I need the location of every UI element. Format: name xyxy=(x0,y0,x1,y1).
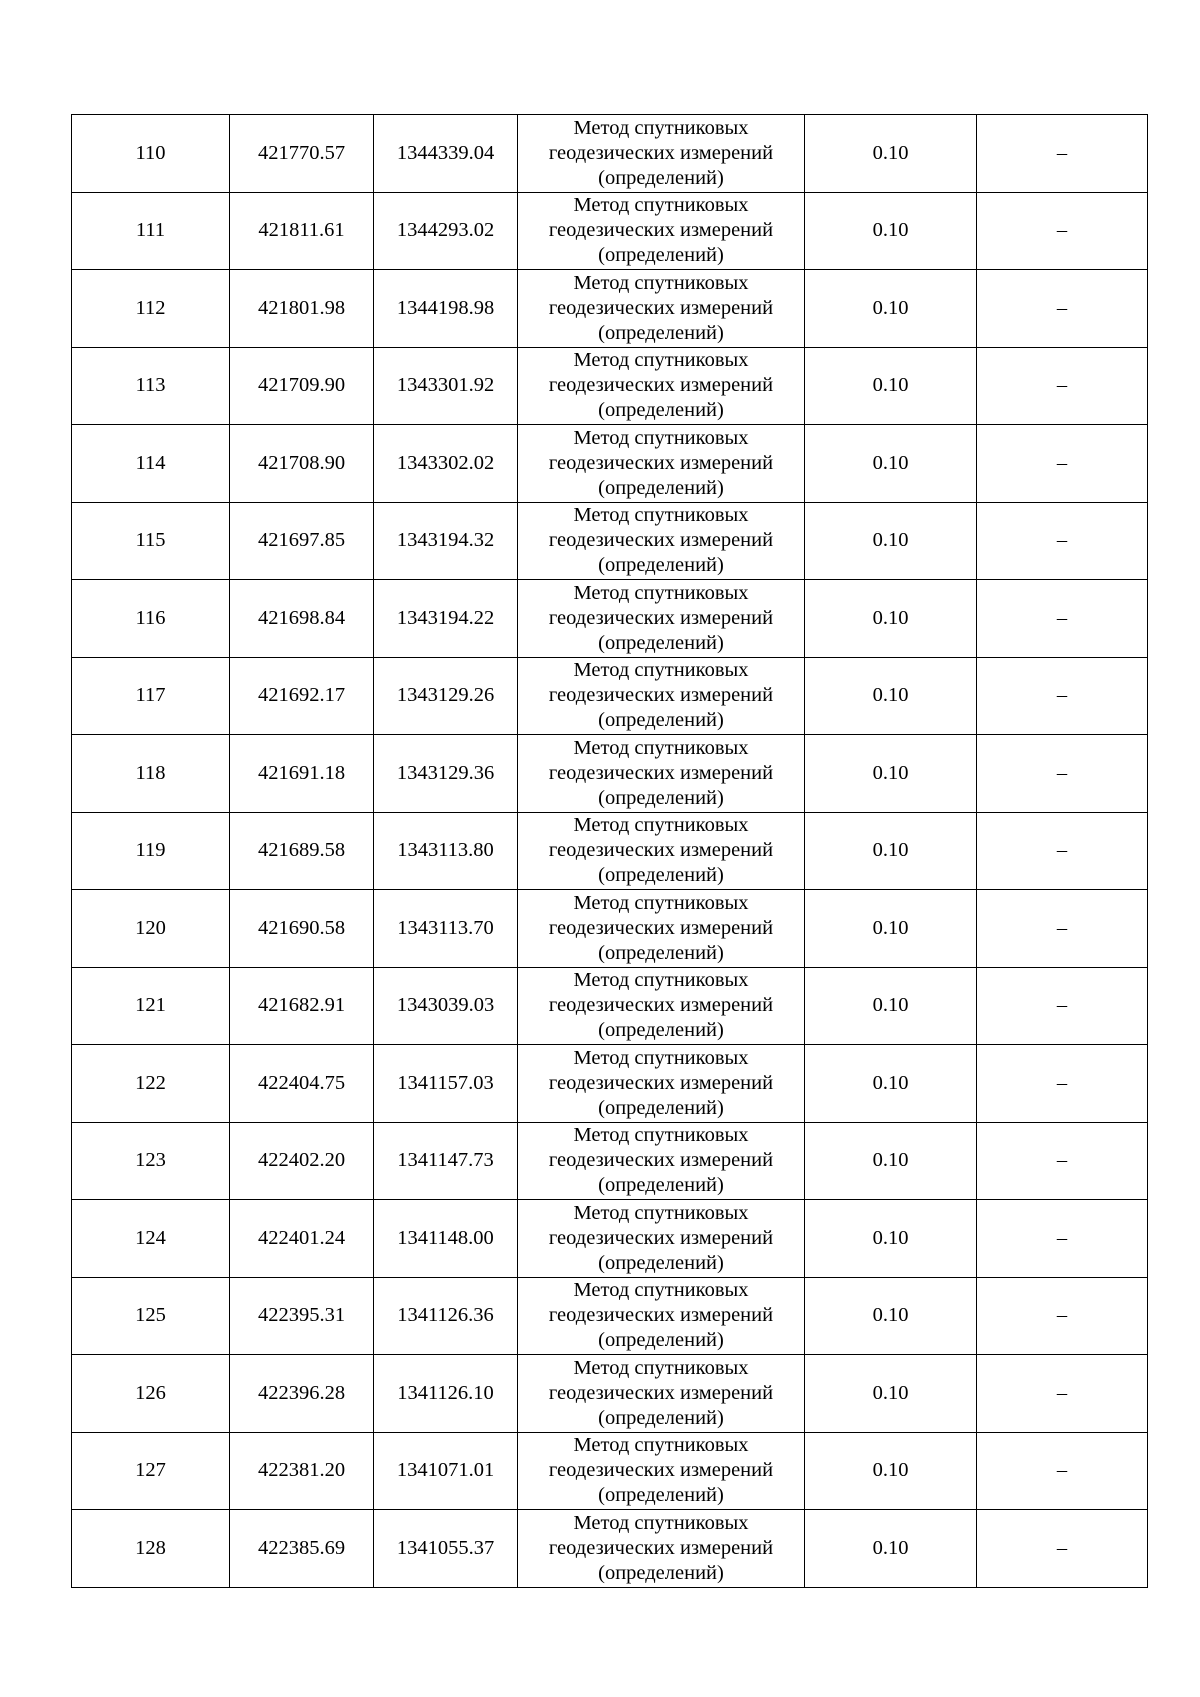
point-number-cell: 112 xyxy=(72,270,230,348)
accuracy-cell: 0.10 xyxy=(805,812,977,890)
x-coordinate-cell: 421689.58 xyxy=(230,812,374,890)
x-coordinate-cell: 422385.69 xyxy=(230,1510,374,1588)
y-coordinate-cell: 1343113.80 xyxy=(374,812,518,890)
table-row xyxy=(72,580,1148,658)
accuracy-cell: 0.10 xyxy=(805,347,977,425)
x-coordinate-cell: 421770.57 xyxy=(230,115,374,193)
table-row xyxy=(72,1277,1148,1355)
point-number-cell: 111 xyxy=(72,192,230,270)
y-coordinate-cell: 1341126.10 xyxy=(374,1355,518,1433)
accuracy-cell: 0.10 xyxy=(805,192,977,270)
y-coordinate-cell: 1343301.92 xyxy=(374,347,518,425)
accuracy-cell: 0.10 xyxy=(805,425,977,503)
table-row xyxy=(72,1510,1148,1588)
y-coordinate-cell: 1341071.01 xyxy=(374,1432,518,1510)
table-row xyxy=(72,1122,1148,1200)
y-coordinate-cell: 1341148.00 xyxy=(374,1200,518,1278)
y-coordinate-cell: 1341126.36 xyxy=(374,1277,518,1355)
accuracy-cell: 0.10 xyxy=(805,967,977,1045)
table-row xyxy=(72,657,1148,735)
y-coordinate-cell: 1344293.02 xyxy=(374,192,518,270)
y-coordinate-cell: 1343129.26 xyxy=(374,657,518,735)
note-cell: – xyxy=(977,347,1148,425)
table-row xyxy=(72,425,1148,503)
method-cell: Метод спутниковых геодезических измерений (определений) xyxy=(518,347,805,425)
note-cell: – xyxy=(977,580,1148,658)
x-coordinate-cell: 421697.85 xyxy=(230,502,374,580)
point-number-cell: 128 xyxy=(72,1510,230,1588)
point-number-cell: 114 xyxy=(72,425,230,503)
note-cell: – xyxy=(977,1432,1148,1510)
accuracy-cell: 0.10 xyxy=(805,580,977,658)
y-coordinate-cell: 1341157.03 xyxy=(374,1045,518,1123)
x-coordinate-cell: 421811.61 xyxy=(230,192,374,270)
point-number-cell: 126 xyxy=(72,1355,230,1433)
note-cell: – xyxy=(977,1122,1148,1200)
table-row xyxy=(72,347,1148,425)
note-cell: – xyxy=(977,425,1148,503)
accuracy-cell: 0.10 xyxy=(805,1200,977,1278)
accuracy-cell: 0.10 xyxy=(805,1277,977,1355)
note-cell: – xyxy=(977,890,1148,968)
point-number-cell: 117 xyxy=(72,657,230,735)
point-number-cell: 116 xyxy=(72,580,230,658)
x-coordinate-cell: 422404.75 xyxy=(230,1045,374,1123)
y-coordinate-cell: 1343194.22 xyxy=(374,580,518,658)
x-coordinate-cell: 421682.91 xyxy=(230,967,374,1045)
table-row xyxy=(72,502,1148,580)
y-coordinate-cell: 1344198.98 xyxy=(374,270,518,348)
point-number-cell: 125 xyxy=(72,1277,230,1355)
method-cell: Метод спутниковых геодезических измерений (определений) xyxy=(518,1122,805,1200)
method-cell: Метод спутниковых геодезических измерений (определений) xyxy=(518,192,805,270)
x-coordinate-cell: 422381.20 xyxy=(230,1432,374,1510)
point-number-cell: 110 xyxy=(72,115,230,193)
y-coordinate-cell: 1343129.36 xyxy=(374,735,518,813)
accuracy-cell: 0.10 xyxy=(805,735,977,813)
x-coordinate-cell: 422401.24 xyxy=(230,1200,374,1278)
method-cell: Метод спутниковых геодезических измерений (определений) xyxy=(518,425,805,503)
table-row xyxy=(72,890,1148,968)
point-number-cell: 118 xyxy=(72,735,230,813)
table-row xyxy=(72,1432,1148,1510)
accuracy-cell: 0.10 xyxy=(805,1045,977,1123)
note-cell: – xyxy=(977,1200,1148,1278)
method-cell: Метод спутниковых геодезических измерений (определений) xyxy=(518,270,805,348)
accuracy-cell: 0.10 xyxy=(805,890,977,968)
accuracy-cell: 0.10 xyxy=(805,657,977,735)
coordinates-table xyxy=(71,114,1148,1588)
method-cell: Метод спутниковых геодезических измерений (определений) xyxy=(518,1355,805,1433)
accuracy-cell: 0.10 xyxy=(805,270,977,348)
note-cell: – xyxy=(977,115,1148,193)
method-cell: Метод спутниковых геодезических измерений (определений) xyxy=(518,1200,805,1278)
note-cell: – xyxy=(977,1355,1148,1433)
note-cell: – xyxy=(977,735,1148,813)
point-number-cell: 113 xyxy=(72,347,230,425)
table-row xyxy=(72,735,1148,813)
point-number-cell: 122 xyxy=(72,1045,230,1123)
point-number-cell: 121 xyxy=(72,967,230,1045)
method-cell: Метод спутниковых геодезических измерений (определений) xyxy=(518,1510,805,1588)
note-cell: – xyxy=(977,1045,1148,1123)
note-cell: – xyxy=(977,502,1148,580)
table-row xyxy=(72,115,1148,193)
method-cell: Метод спутниковых геодезических измерений (определений) xyxy=(518,115,805,193)
x-coordinate-cell: 422396.28 xyxy=(230,1355,374,1433)
method-cell: Метод спутниковых геодезических измерений (определений) xyxy=(518,890,805,968)
table-row xyxy=(72,1045,1148,1123)
note-cell: – xyxy=(977,967,1148,1045)
y-coordinate-cell: 1343039.03 xyxy=(374,967,518,1045)
point-number-cell: 120 xyxy=(72,890,230,968)
x-coordinate-cell: 422395.31 xyxy=(230,1277,374,1355)
point-number-cell: 123 xyxy=(72,1122,230,1200)
y-coordinate-cell: 1341055.37 xyxy=(374,1510,518,1588)
accuracy-cell: 0.10 xyxy=(805,1510,977,1588)
table-row xyxy=(72,192,1148,270)
note-cell: – xyxy=(977,812,1148,890)
accuracy-cell: 0.10 xyxy=(805,502,977,580)
table-row xyxy=(72,1200,1148,1278)
point-number-cell: 127 xyxy=(72,1432,230,1510)
method-cell: Метод спутниковых геодезических измерений (определений) xyxy=(518,967,805,1045)
point-number-cell: 119 xyxy=(72,812,230,890)
x-coordinate-cell: 421698.84 xyxy=(230,580,374,658)
method-cell: Метод спутниковых геодезических измерений (определений) xyxy=(518,1432,805,1510)
x-coordinate-cell: 421690.58 xyxy=(230,890,374,968)
y-coordinate-cell: 1343194.32 xyxy=(374,502,518,580)
method-cell: Метод спутниковых геодезических измерений (определений) xyxy=(518,1277,805,1355)
x-coordinate-cell: 421709.90 xyxy=(230,347,374,425)
method-cell: Метод спутниковых геодезических измерений (определений) xyxy=(518,735,805,813)
y-coordinate-cell: 1341147.73 xyxy=(374,1122,518,1200)
point-number-cell: 115 xyxy=(72,502,230,580)
method-cell: Метод спутниковых геодезических измерений (определений) xyxy=(518,1045,805,1123)
table-row xyxy=(72,270,1148,348)
method-cell: Метод спутниковых геодезических измерений (определений) xyxy=(518,580,805,658)
coordinates-table-body xyxy=(72,115,1148,1588)
note-cell: – xyxy=(977,192,1148,270)
method-cell: Метод спутниковых геодезических измерений (определений) xyxy=(518,657,805,735)
table-row xyxy=(72,1355,1148,1433)
note-cell: – xyxy=(977,270,1148,348)
note-cell: – xyxy=(977,657,1148,735)
x-coordinate-cell: 421801.98 xyxy=(230,270,374,348)
table-row xyxy=(72,967,1148,1045)
point-number-cell: 124 xyxy=(72,1200,230,1278)
accuracy-cell: 0.10 xyxy=(805,1122,977,1200)
x-coordinate-cell: 421692.17 xyxy=(230,657,374,735)
accuracy-cell: 0.10 xyxy=(805,1432,977,1510)
x-coordinate-cell: 421708.90 xyxy=(230,425,374,503)
y-coordinate-cell: 1343302.02 xyxy=(374,425,518,503)
accuracy-cell: 0.10 xyxy=(805,115,977,193)
y-coordinate-cell: 1344339.04 xyxy=(374,115,518,193)
accuracy-cell: 0.10 xyxy=(805,1355,977,1433)
x-coordinate-cell: 421691.18 xyxy=(230,735,374,813)
table-row xyxy=(72,812,1148,890)
note-cell: – xyxy=(977,1510,1148,1588)
y-coordinate-cell: 1343113.70 xyxy=(374,890,518,968)
method-cell: Метод спутниковых геодезических измерений (определений) xyxy=(518,502,805,580)
note-cell: – xyxy=(977,1277,1148,1355)
x-coordinate-cell: 422402.20 xyxy=(230,1122,374,1200)
method-cell: Метод спутниковых геодезических измерений (определений) xyxy=(518,812,805,890)
